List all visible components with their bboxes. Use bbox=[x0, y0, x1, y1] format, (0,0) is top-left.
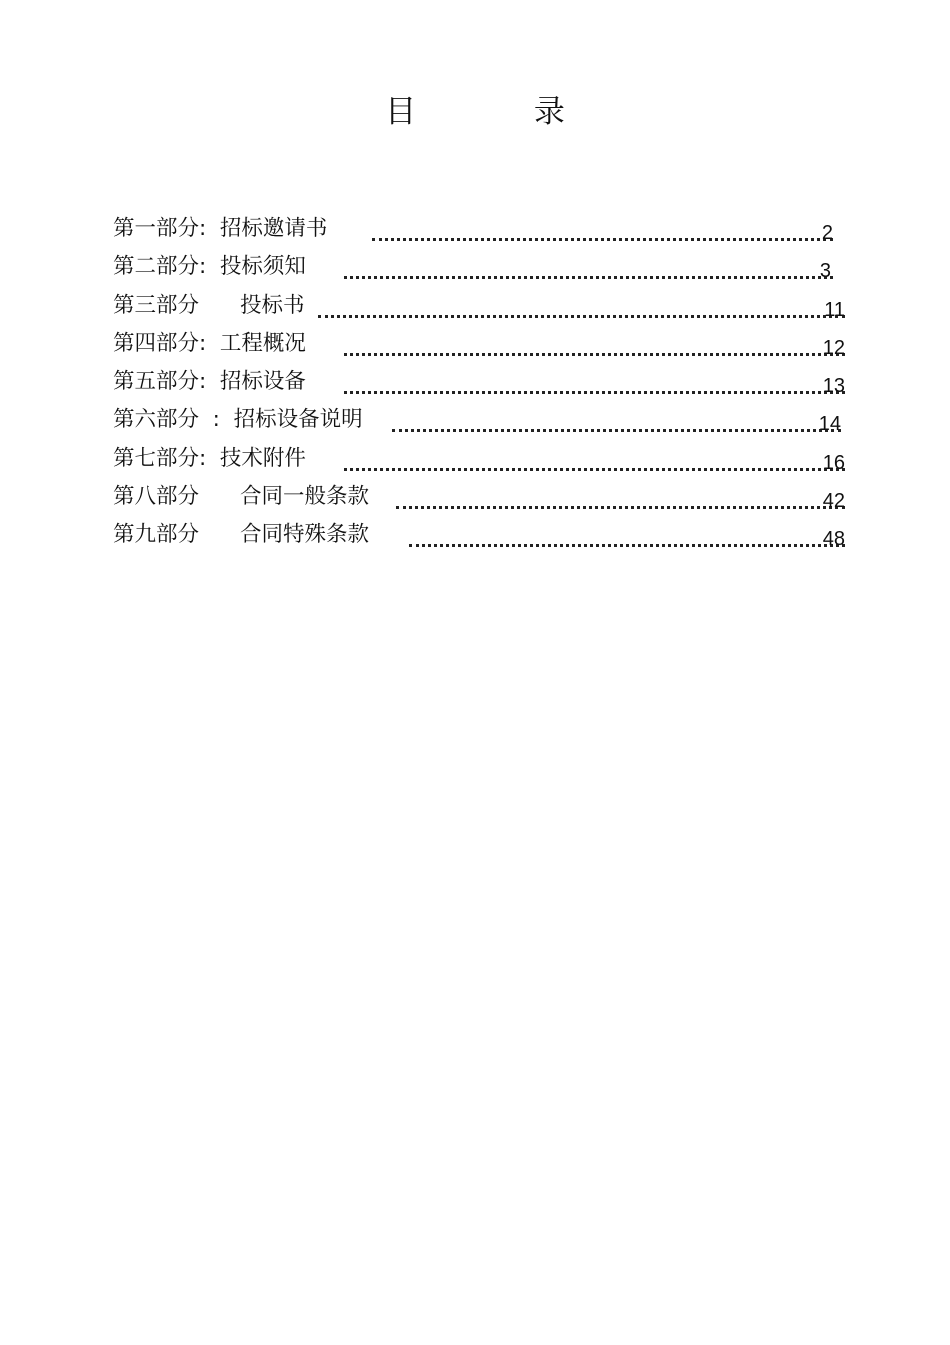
toc-entry-page: 42 bbox=[822, 490, 845, 513]
toc-entry-page: 16 bbox=[822, 451, 845, 474]
toc-entry bbox=[113, 327, 853, 365]
toc-entry-page: 3 bbox=[819, 260, 831, 283]
dot-leader bbox=[344, 353, 845, 356]
toc-entry-page: 13 bbox=[822, 375, 845, 398]
toc-entry bbox=[113, 480, 853, 518]
dot-leader bbox=[344, 391, 845, 394]
toc-entry bbox=[113, 250, 853, 288]
toc-entry bbox=[113, 518, 853, 556]
dot-leader bbox=[318, 315, 845, 318]
toc-entry bbox=[113, 403, 853, 441]
toc-entry bbox=[113, 365, 853, 403]
toc-entry-label: 第七部分: 技术附件 bbox=[113, 442, 306, 476]
dot-leader bbox=[372, 238, 833, 241]
toc-entry-label: 第五部分: 招标设备 bbox=[113, 365, 306, 399]
page-title: 目 录 bbox=[385, 94, 619, 130]
toc-entry-label: 第三部分 投标书 bbox=[113, 289, 305, 323]
toc-entry-label: 第六部分 : 招标设备说明 bbox=[113, 403, 363, 437]
toc-entry-label: 第九部分 合同特殊条款 bbox=[113, 518, 369, 552]
dot-leader bbox=[392, 429, 841, 432]
toc-entry-page: 2 bbox=[821, 222, 833, 244]
toc-entry-label: 第一部分: 招标邀请书 bbox=[113, 212, 327, 246]
dot-leader bbox=[409, 544, 845, 547]
toc-entry-label: 第四部分: 工程概况 bbox=[113, 327, 306, 361]
toc-entry bbox=[113, 212, 853, 250]
dot-leader bbox=[396, 506, 845, 509]
toc-entry-page: 11 bbox=[824, 298, 845, 321]
table-of-contents bbox=[113, 212, 853, 557]
toc-entry bbox=[113, 442, 853, 480]
dot-leader bbox=[344, 468, 845, 471]
toc-entry-page: 48 bbox=[822, 528, 845, 551]
toc-entry-label: 第二部分: 投标须知 bbox=[113, 250, 306, 284]
toc-entry-page: 12 bbox=[822, 336, 845, 359]
toc-entry-page: 14 bbox=[818, 413, 841, 436]
toc-entry bbox=[113, 289, 853, 327]
toc-entry-label: 第八部分 合同一般条款 bbox=[113, 480, 369, 514]
dot-leader bbox=[344, 276, 833, 279]
